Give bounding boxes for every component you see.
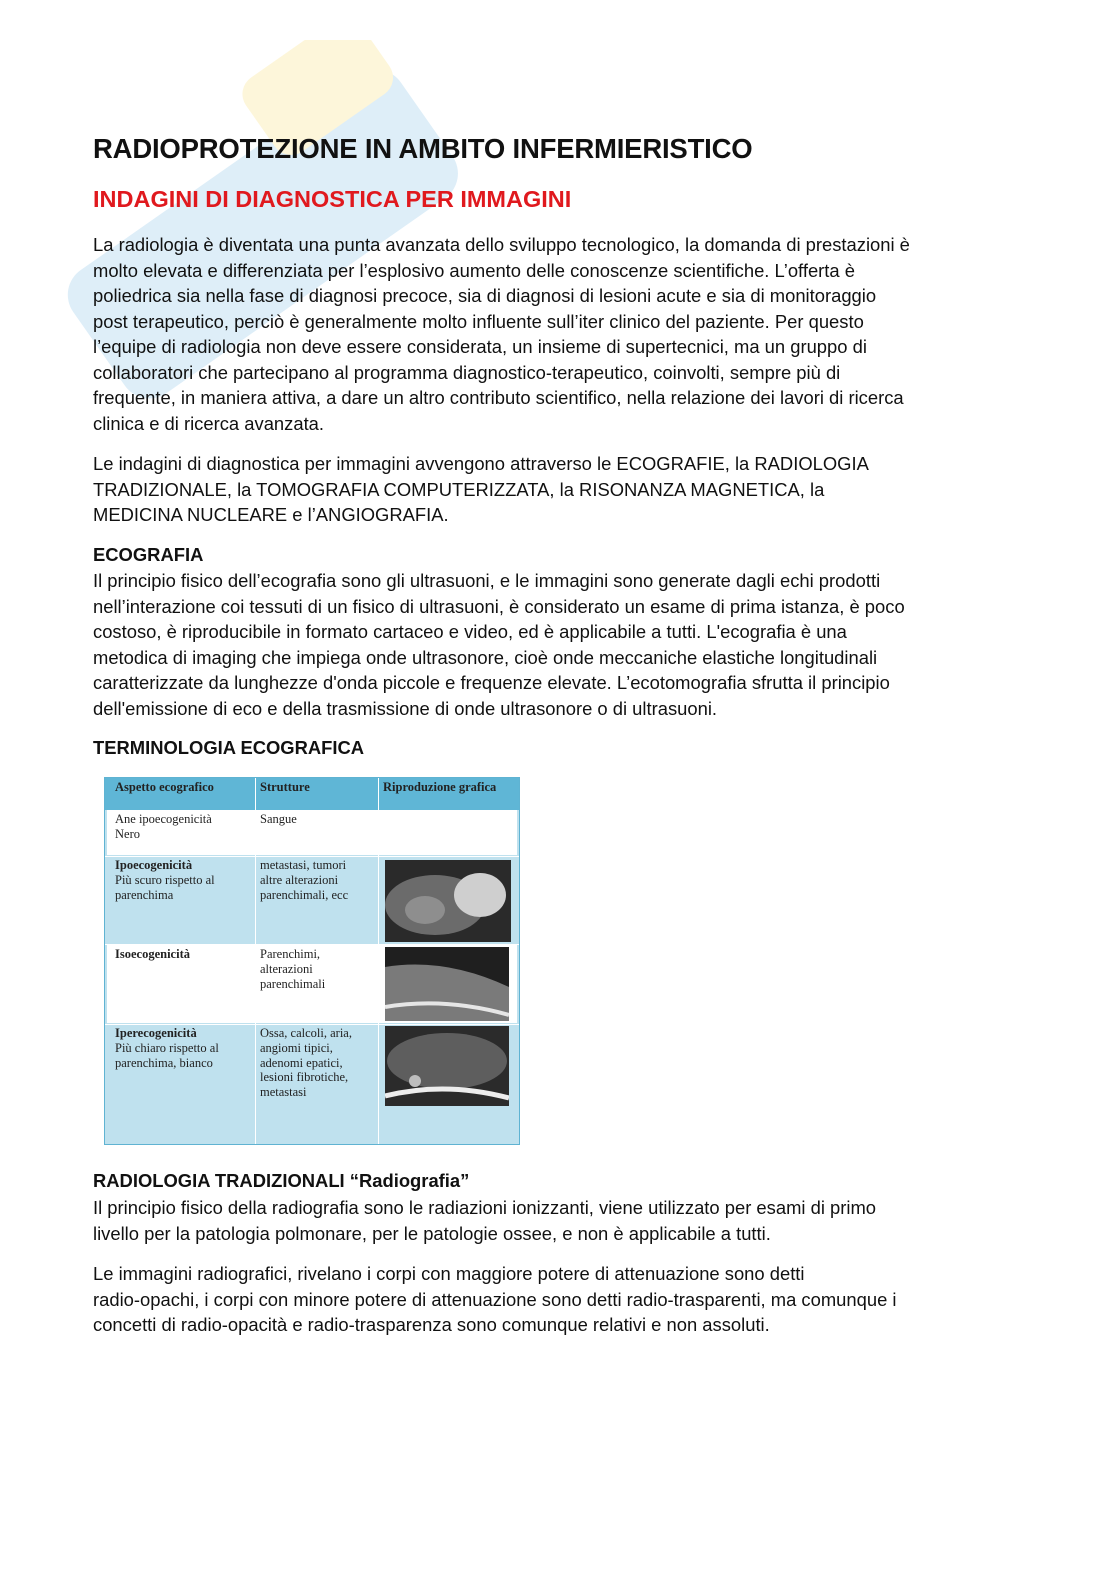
- intro-line: l’equipe di radiologia non deve essere considerata, un insieme di supertecnici, ma un gruppo di: [93, 336, 867, 357]
- page-title: RADIOPROTEZIONE IN AMBITO INFERMIERISTICO: [93, 133, 753, 164]
- intro-line: poliedrica sia nella fase di diagnosi precoce, sia di diagnosi di lesioni acute e sia di monitoraggio: [93, 285, 877, 306]
- row1-aspetto: Ane ipoecogenicità Nero: [115, 812, 212, 841]
- intro-line: frequente, in maniera attiva, a dare un altro contributo scientifico, nella relazione dei lavori di ricerca: [93, 387, 904, 408]
- row4-aspetto-title: Iperecogenicità: [115, 1026, 197, 1040]
- ecografia-line: caratterizzate da lunghezze d'onda piccole e frequenze elevate. L’ecotomografia sfrutta il principio: [93, 672, 890, 693]
- table-header-riproduzione: Riproduzione grafica: [383, 780, 497, 794]
- intro-line: clinica e di ricerca avanzata.: [93, 412, 325, 434]
- ecografia-line: metodica di imaging che impiega onde ultrasonore, cioè onde meccaniche elastiche longitudinali: [93, 646, 878, 668]
- indagini-line: MEDICINA NUCLEARE e l’ANGIOGRAFIA.: [93, 504, 449, 525]
- row4-aspetto-desc: Più chiaro rispetto al parenchima, bianco: [115, 1040, 219, 1070]
- radiologia-heading: RADIOLOGIA TRADIZIONALI “Radiografia”: [93, 1170, 470, 1191]
- intro-line: collaboratori che partecipano al programma diagnostico-terapeutico, coinvolti, sempre più di: [93, 361, 841, 383]
- row4-aspetto: [115, 1026, 240, 1070]
- ultrasound-image: [385, 947, 509, 1021]
- ultrasound-image: [385, 1026, 509, 1106]
- table-header-strutture: Strutture: [260, 780, 310, 794]
- radiologia-line: livello per la patologia polmonare, per le patologie ossee, e non è applicabile a tutti.: [93, 1222, 771, 1244]
- table-header-aspetto: Aspetto ecografico: [115, 780, 214, 794]
- ecografia-line: nell’interazione coi tessuti di un fisico di ultrasuoni, è considerato un esame di prima istanza, è poco: [93, 595, 905, 617]
- radiologia-paragraph-2: [93, 1261, 1023, 1338]
- ecografia-line: costoso, è riproducibile in formato cartaceo e video, ed è applicabile a tutti. L'ecografia è una: [93, 621, 847, 642]
- row2-aspetto: [115, 858, 245, 902]
- radiologia-line: concetti di radio-opacità e radio-trasparenza sono comunque relativi e non assoluti.: [93, 1314, 770, 1335]
- radiologia-line: radio-opachi, i corpi con minore potere di attenuazione sono detti radio-trasparenti, ma comunque i: [93, 1288, 897, 1310]
- ecografia-line: Il principio fisico dell’ecografia sono gli ultrasuoni, e le immagini sono generate dagli echi prodotti: [93, 570, 881, 591]
- intro-line: post terapeutico, perciò è generalmente molto influente sull’iter clinico del paziente. Per questo: [93, 310, 864, 332]
- ultrasound-image: [385, 860, 511, 942]
- radiologia-line: Le immagini radiografici, rivelano i corpi con maggiore potere di attenuazione sono detti: [93, 1263, 805, 1284]
- section-subtitle: INDAGINI DI DIAGNOSTICA PER IMMAGINI: [93, 186, 572, 212]
- row1-strutture: Sangue: [260, 812, 297, 826]
- intro-paragraph: [93, 232, 1023, 436]
- terminologia-heading: TERMINOLOGIA ECOGRAFICA: [93, 737, 365, 758]
- radiologia-paragraph: [93, 1195, 1023, 1246]
- ecografia-heading: ECOGRAFIA: [93, 544, 204, 565]
- indagini-line: TRADIZIONALE, la TOMOGRAFIA COMPUTERIZZATA, la RISONANZA MAGNETICA, la: [93, 478, 825, 500]
- indagini-paragraph: [93, 451, 1023, 528]
- ecografia-line: dell'emissione di eco e della trasmissione di onde ultrasonore o di ultrasuoni.: [93, 697, 718, 719]
- intro-line: La radiologia è diventata una punta avanzata dello sviluppo tecnologico, la domanda di prestazioni è: [93, 234, 910, 255]
- row3-aspetto: Isoecogenicità: [115, 947, 190, 961]
- radiologia-line: Il principio fisico della radiografia sono le radiazioni ionizzanti, viene utilizzato per esami di primo: [93, 1197, 877, 1218]
- indagini-line: Le indagini di diagnostica per immagini avvengono attraverso le ECOGRAFIE, la RADIOLOGIA: [93, 453, 869, 474]
- row3-strutture: Parenchimi, alterazioni parenchimali: [260, 947, 326, 991]
- row2-aspetto-desc: Più scuro rispetto al parenchima: [115, 872, 215, 902]
- row2-aspetto-title: Ipoecogenicità: [115, 858, 193, 872]
- row4-strutture: Ossa, calcoli, aria, angiomi tipici, adenomi epatici, lesioni fibrotiche, metastasi: [260, 1026, 352, 1100]
- row2-strutture: metastasi, tumori altre alterazioni parenchimali, ecc: [260, 858, 349, 902]
- terminology-table: [104, 777, 520, 1145]
- ecografia-paragraph: [93, 568, 1023, 721]
- intro-line: molto elevata e differenziata per l’esplosivo aumento delle conoscenze scientifiche. L’offerta è: [93, 259, 855, 281]
